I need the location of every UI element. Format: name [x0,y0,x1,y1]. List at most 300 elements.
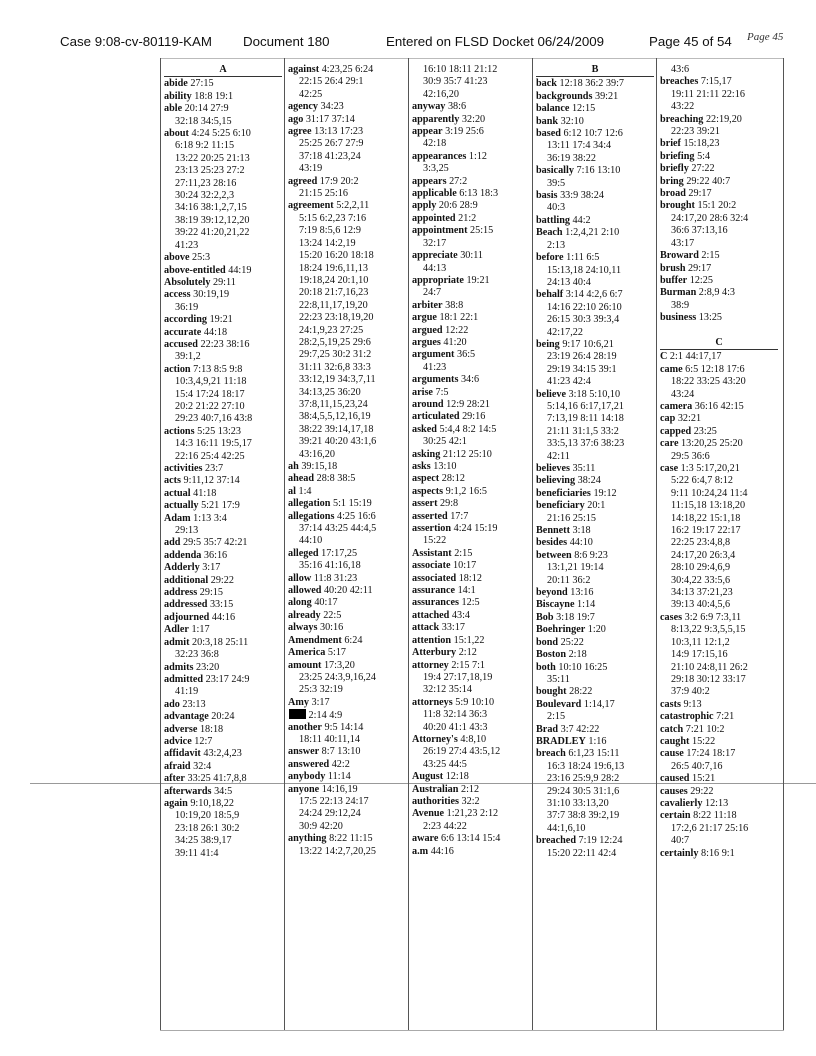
continuation-refs: 25:3 32:19 [299,684,343,696]
continuation-refs: 27:11,23 28:16 [175,177,237,189]
page-line-refs: 2:14 4:9 [306,710,343,722]
continuation-refs: 28:2,5,19,25 29:6 [299,336,371,348]
continuation-refs: 17:2,6 21:17 25:16 [671,822,749,834]
index-term: Adam [164,512,191,524]
transcript-page-number: Page 45 [747,31,784,43]
continuation-refs: 13:1,21 19:14 [547,562,604,574]
index-entry [660,773,778,785]
index-term: associated [412,572,457,584]
page-line-refs: 7:5 [435,386,449,398]
page-line-refs: 29:5 35:7 42:21 [182,537,248,549]
page-line-refs: 1:16 [588,735,607,747]
page-line-refs: 8:22 11:18 [693,810,737,822]
index-entry [412,349,530,361]
page-line-refs: 5:9 10:10 [455,696,495,708]
index-term: above-entitled [164,264,226,276]
page-line-refs: 42:2 [331,758,350,770]
index-entry [536,103,654,115]
index-term: already [288,609,321,621]
index-entry [164,327,282,339]
page-line-refs: 6:5 12:18 17:6 [685,363,745,375]
index-term: Biscayne [536,599,575,611]
continuation-refs: 15:4 17:24 18:17 [175,388,245,400]
index-term: applicable [412,188,457,200]
continuation-refs: 15:13,18 24:10,11 [547,264,622,276]
index-term: asked [412,423,437,435]
index-entry [412,337,530,349]
page-line-refs: 3:17 [202,562,221,574]
index-term: attack [412,622,440,634]
index-entry [536,525,654,537]
continuation-refs: 5:15 6:2,23 7:16 [299,212,367,224]
page-line-refs: 39:21 [594,90,619,102]
index-entry [164,91,282,103]
index-entry [660,463,778,475]
page-line-refs: 43:2,4,23 [203,748,242,760]
page-line-refs: 2:15 [454,547,473,559]
index-term: Amendment [288,634,342,646]
page-line-refs: 29:16 [462,411,486,423]
index-entry [660,176,778,188]
page-line-refs: 5:1 15:19 [333,498,372,510]
page-line-refs: 7:21 [716,711,735,723]
index-term: case [660,463,679,474]
index-entry [412,126,530,138]
page-line-refs: 29:22 [690,785,714,797]
continuation-refs: 16:2 19:17 22:17 [671,525,741,537]
index-entry [660,312,778,324]
index-entry [412,200,530,212]
page-line-refs: 1:11 6:5 [566,252,600,264]
index-entry [412,424,530,436]
index-entry [660,786,778,798]
index-entry [660,724,778,736]
continuation-refs: 43:25 44:5 [423,758,467,770]
index-entry [164,537,282,549]
page-line-refs: 38:24 [577,475,601,487]
index-entry [412,486,530,498]
index-entry [412,188,530,200]
continuation-refs: 29:23 40:7,16 43:8 [175,413,253,425]
index-term: Atterbury [412,647,457,659]
page-line-refs: 7:15,17 [700,76,732,88]
page-line-refs: 12:15 [571,103,596,115]
index-entry [164,674,282,686]
continuation-refs: 43:17 [671,237,695,249]
page-line-refs: 18:8 19:1 [194,90,234,102]
page-line-refs: 33:17 [441,622,465,634]
index-term: cap [660,413,676,425]
page-line-refs: 36:16 [203,549,228,561]
index-entry [536,488,654,500]
letter-heading: A [164,64,282,77]
continuation-refs: 16:10 18:11 21:12 [423,64,498,75]
page-line-refs: 38:6 [447,101,467,113]
page-line-refs: 2:18 [568,649,587,661]
index-term: ah [288,461,299,472]
page-line-refs: 18:12 [458,572,482,584]
page-line-refs: 29:22 [210,574,234,586]
index-term: afterwards [164,785,212,797]
continuation-refs: 40:3 [547,202,566,214]
page-line-refs: 1:17 [191,624,210,636]
continuation-refs: 29:13 [175,525,199,537]
page-line-refs: 22:23 38:16 [200,338,250,350]
index-entry [412,461,530,473]
index-entry [536,550,654,562]
page-line-refs: 29:8 [440,498,459,510]
continuation-refs: 43:19 [299,163,323,175]
index-term: BRADLEY [536,735,586,747]
page-line-refs: 28:12 [441,473,465,485]
index-term: basis [536,190,558,202]
index-entry [164,513,282,525]
index-entry [536,475,654,487]
page-line-refs: 10:17 [453,560,477,572]
index-term: aspects [412,485,444,497]
page-line-refs: 5:2,2,11 [336,200,370,212]
index-entry [660,699,778,711]
index-entry [288,585,406,597]
page-line-refs: 7:16 13:10 [576,165,621,177]
continuation-refs: 42:17,22 [547,326,583,338]
index-entry [288,200,406,212]
continuation-refs: 37:9 40:2 [671,686,710,698]
index-term: assert [412,498,438,510]
continuation-refs: 35:16 41:16,18 [299,560,361,572]
page-line-refs: 3:18 19:7 [556,611,595,623]
index-term: bought [536,686,567,698]
index-term: asking [412,448,441,460]
continuation-refs: 23:16 25:9,9 28:2 [547,773,620,785]
index-entry [288,597,406,609]
page-line-refs: 41:18 [193,487,217,499]
index-term: being [536,338,560,350]
index-entry [288,784,406,796]
page-line-refs: 14:16,19 [321,783,358,795]
index-entry [660,163,778,175]
index-entry [412,647,530,659]
continuation-refs: 36:19 [175,301,199,313]
page-line-refs: 6:6 13:14 15:4 [440,833,501,845]
index-term: attorney [412,659,449,671]
continuation-refs: 11:15,18 13:18,20 [671,500,746,512]
page-line-refs: 1:21,23 2:12 [446,808,499,820]
index-term: breaching [660,113,704,125]
page-line-refs: 19:12 [593,487,617,499]
index-entry [288,771,406,783]
index-entry [288,176,406,188]
index-entry [412,560,530,572]
page-line-refs: 3:18 5:10,10 [568,388,621,400]
page-line-refs: 17:7 [450,510,469,522]
page-line-refs: 17:17,25 [321,547,358,559]
continuation-refs: 32:18 34:5,15 [175,115,232,127]
index-term: apply [412,200,437,212]
page-line-refs: 15:18,23 [683,138,720,150]
page-line-refs: 30:11 [460,250,484,262]
page-line-refs: 2:1 44:17,17 [669,351,722,363]
index-term: C [660,351,668,363]
index-term: asserted [412,510,448,522]
continuation-refs: 15:20 16:20 18:18 [299,250,374,262]
continuation-refs: 26:15 30:3 39:3,4 [547,314,620,326]
continuation-refs: 21:10 24:8,11 26:2 [671,661,748,673]
index-term: al [288,485,296,497]
page-line-refs: 3:14 4:2,6 6:7 [565,289,623,301]
index-entry [660,364,778,376]
index-entry [412,449,530,461]
page-line-refs: 3:2 6:9 7:3,11 [684,611,742,623]
continuation-refs: 44:10 [299,535,323,547]
index-entry [536,699,654,711]
index-entry [412,784,530,796]
page-line-refs: 22:19,20 [705,113,742,125]
page-line-refs: 6:13 18:3 [459,188,499,200]
page-line-refs: 21:12 25:10 [442,448,492,460]
page-line-refs: 13:10 [433,461,457,472]
index-term: allegations [288,510,335,522]
index-entry [164,364,282,376]
index-term: assertion [412,523,452,535]
page-line-refs: 32:10 [560,115,584,127]
index-term: allow [288,572,312,584]
index-entry [536,637,654,649]
page-line-refs: 2:15 7:1 [451,659,486,671]
page-line-refs: 32:2 [461,795,480,807]
index-entry [164,748,282,760]
page-line-refs: 12:5 [461,597,480,609]
continuation-refs: 34:25 38:9,17 [175,835,232,847]
index-term: argued [412,324,443,336]
page-line-refs: 27:2 [449,175,468,187]
continuation-refs: 35:11 [547,673,570,685]
index-entry [412,300,530,312]
index-term: after [164,773,185,785]
index-entry [288,622,406,634]
continuation-refs: 31:10 33:13,20 [547,797,609,809]
page-line-refs: 2:12 [458,647,477,659]
continuation-refs: 14:18,22 15:1,18 [671,512,741,524]
index-entry [164,475,282,487]
page-line-refs: 44:2 [572,214,591,226]
index-term: Beach [536,227,563,239]
index-term: basically [536,165,574,177]
index-entry [164,500,282,512]
continuation-refs: 44:13 [423,262,447,274]
page-line-refs: 28:8 38:5 [316,473,356,485]
index-entry [412,387,530,399]
page-line-refs: 15:21 [691,773,716,785]
page-line-refs: 10:10 16:25 [558,661,608,673]
page-line-refs: 4:24 5:25 6:10 [191,128,251,140]
case-number: Case 9:08-cv-80119-KAM [60,34,212,49]
index-entry [412,697,530,709]
continuation-refs: 41:23 [175,239,199,251]
page-line-refs: 4:23,25 6:24 [321,64,374,75]
continuation-refs: 10:3,11 12:1,2 [671,636,730,648]
index-term: buffer [660,274,688,286]
continuation-refs: 5:14,16 6:17,17,21 [547,400,624,412]
continuation-refs: 38:4,5,5,12,16,19 [299,411,371,423]
continuation-refs: 21:16 25:15 [547,512,596,524]
index-column-1 [164,64,282,1024]
continuation-refs: 24:7 [423,287,442,299]
continuation-refs: 7:19 8:5,6 12:9 [299,225,361,237]
continuation-refs: 41:23 42:4 [547,376,591,388]
page-line-refs: 30:16 [319,622,344,634]
index-entry [660,200,778,212]
page-line-refs: 44:18 [203,326,228,338]
page-line-refs: 8:6 9:23 [574,549,608,561]
page-line-refs: 22:5 [323,609,342,621]
index-entry [536,190,654,202]
column-rule [408,58,409,1030]
continuation-refs: 7:13,19 8:11 14:18 [547,413,624,425]
index-term: cavalierly [660,797,703,809]
index-entry [536,128,654,140]
index-entry [164,773,282,785]
index-entry [412,660,530,672]
index-term: asks [412,461,431,472]
continuation-refs: 22:23 23:18,19,20 [299,312,374,324]
column-rule [284,58,285,1030]
index-entry [412,399,530,411]
index-term: believes [536,463,570,474]
continuation-refs: 37:18 41:23,24 [299,150,361,162]
index-term: address [164,587,198,599]
index-term: breaches [660,76,699,88]
index-term: camera [660,400,693,412]
index-entry [660,736,778,748]
page-line-refs: 7:21 10:2 [685,723,725,735]
continuation-refs: 22:16 25:4 42:25 [175,450,245,462]
index-entry [412,597,530,609]
page-line-refs: 1:20 [587,624,606,636]
page-line-refs: 33:15 [209,599,234,611]
redaction-box [289,709,306,719]
continuation-refs: 39:5 [547,177,566,189]
index-term: business [660,312,697,324]
page-line-refs: 9:10,18,22 [190,797,234,809]
continuation-refs: 26:19 27:4 43:5,12 [423,746,501,758]
index-entry [660,114,778,126]
index-entry [288,697,406,709]
index-term: above [164,252,190,264]
redacted-entry [288,709,406,721]
continuation-refs: 19:4 27:17,18,19 [423,671,493,683]
column-rule [160,58,161,1030]
page-line-refs: 12:13 [704,797,729,809]
index-term: answer [288,746,320,758]
index-term: believe [536,388,566,400]
page-line-refs: 33:25 41:7,8,8 [187,773,247,785]
page-line-refs: 33:9 38:24 [560,190,604,202]
index-entry [288,610,406,622]
index-term: causes [660,785,688,797]
page-line-refs: 5:21 17:9 [201,500,240,512]
index-term: associate [412,560,451,572]
page-line-refs: 8:22 11:15 [329,833,373,845]
continuation-refs: 32:17 [423,237,447,249]
continuation-refs: 18:24 19:6,11,13 [299,262,368,274]
continuation-refs: 34:13,25 36:20 [299,386,361,398]
index-entry [412,523,530,535]
index-entry [660,287,778,299]
continuation-refs: 23:25 24:3,9,16,24 [299,671,376,683]
continuation-refs: 8:13,22 9:3,5,5,15 [671,624,746,636]
index-entry [412,473,530,485]
index-entry [536,624,654,636]
page-line-refs: 11:8 31:23 [313,572,358,584]
page-line-refs: 41:20 [443,336,467,348]
page-line-refs: 1:4 [298,485,312,497]
page-line-refs: 17:9 20:2 [319,175,359,187]
index-term: agreed [288,175,318,187]
index-entry [536,599,654,611]
letter-heading: C [660,337,778,350]
page-line-refs: 20:3,18 25:11 [192,636,249,648]
index-entry [164,575,282,587]
continuation-refs: 29:5 36:6 [671,450,710,462]
continuation-refs: 26:5 40:7,16 [671,760,723,772]
index-term: according [164,314,208,326]
index-entry [412,225,530,237]
index-term: assurances [412,597,459,609]
continuation-refs: 24:1,9,23 27:25 [299,324,364,336]
continuation-refs: 44:1,6,10 [547,822,586,834]
index-term: brief [660,138,681,150]
index-term: appropriate [412,274,464,286]
index-term: appointed [412,212,456,224]
index-term: America [288,647,326,659]
index-entry [536,662,654,674]
index-entry [412,312,530,324]
continuation-refs: 23:13 25:23 27:2 [175,165,245,177]
index-term: affidavit [164,748,201,760]
index-term: battling [536,214,570,226]
page-line-refs: 29:17 [688,262,712,274]
index-entry [164,252,282,264]
continuation-refs: 2:23 44:22 [423,820,467,832]
index-entry [288,833,406,845]
index-term: catch [660,723,684,735]
page-line-refs: 44:10 [569,537,593,549]
page-line-refs: 44:19 [228,264,252,276]
index-term: certainly [660,847,699,859]
index-term: authorities [412,795,459,807]
index-term: briefing [660,150,695,162]
page-line-refs: 40:20 42:11 [323,585,373,597]
index-term: add [164,537,181,549]
continuation-refs: 32:23 36:8 [175,649,219,661]
index-term: arise [412,386,433,398]
continuation-refs: 36:19 38:22 [547,152,596,164]
index-entry [288,660,406,672]
index-term: cause [660,748,684,760]
page-line-refs: 35:11 [572,463,596,474]
page-line-refs: 25:15 [470,225,494,237]
index-term: casts [660,698,681,710]
index-entry [412,151,530,163]
index-entry [412,610,530,622]
page-line-refs: 13:25 [698,312,723,324]
continuation-refs: 29:24 30:5 31:1,6 [547,785,620,797]
index-term: attorneys [412,696,453,708]
index-term: argument [412,349,455,361]
index-term: ahead [288,473,315,485]
page-line-refs: 9:17 10:6,21 [562,338,614,350]
